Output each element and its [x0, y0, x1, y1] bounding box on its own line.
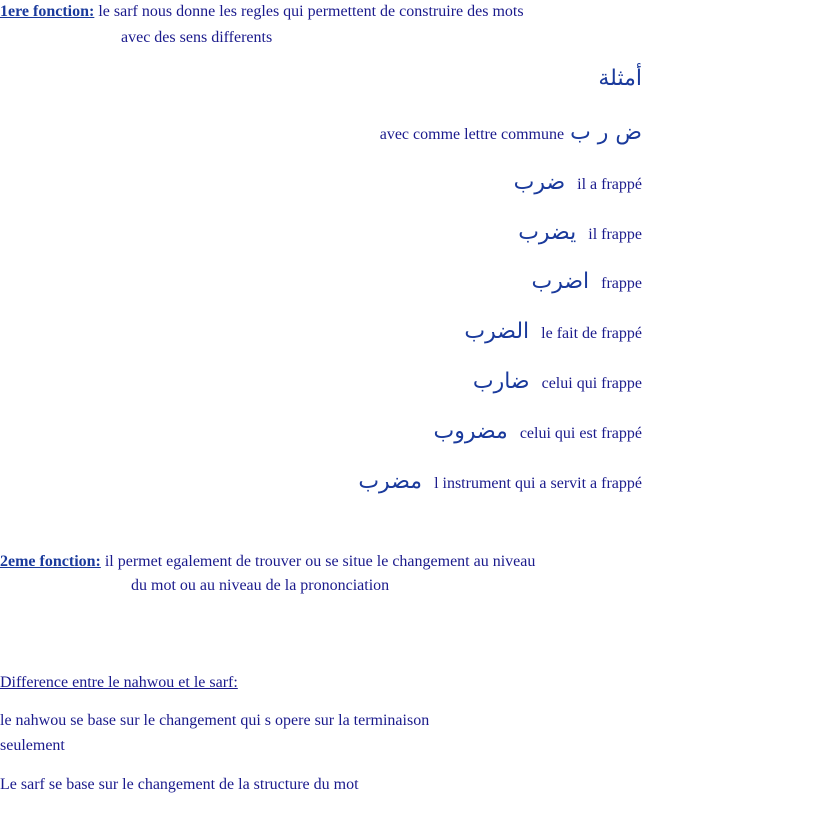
- example-arabic: مضرب: [358, 469, 423, 494]
- example-arabic: ضارب: [472, 369, 530, 394]
- example-french: il a frappé: [577, 176, 642, 193]
- sarf-line: Le sarf se base sur le changement de la structure du mot: [0, 776, 359, 793]
- example-row: [433, 419, 642, 444]
- common-letters-arabic: ض ر ب: [570, 120, 642, 145]
- section2-text-line2: du mot ou au niveau de la prononciation: [131, 577, 390, 594]
- example-row: [514, 170, 642, 195]
- section2-text-line1: il permet egalement de trouver ou se situe le changement au niveau: [104, 553, 536, 570]
- common-letters-text: avec comme lettre commune: [379, 126, 565, 143]
- example-row: [358, 469, 642, 494]
- common-letters-row: [380, 120, 642, 145]
- example-row: [473, 369, 642, 394]
- section1-line1: [0, 3, 524, 21]
- example-french: le fait de frappé: [541, 325, 642, 342]
- section1-text-line2: avec des sens differents: [121, 29, 273, 46]
- section1-text-line1: le sarf nous donne les regles qui permettent de construire des mots: [98, 3, 524, 20]
- example-arabic: يضرب: [518, 220, 577, 245]
- section2-line1: [0, 553, 535, 571]
- example-french: celui qui frappe: [541, 375, 642, 392]
- example-row: [464, 319, 642, 344]
- example-arabic: مضروب: [433, 419, 508, 444]
- example-french: frappe: [601, 275, 642, 292]
- section1-label: 1ere fonction:: [0, 3, 95, 20]
- nahwou-line1: le nahwou se base sur le changement qui s opere sur la terminaison: [0, 712, 430, 729]
- section2-label: 2eme fonction:: [0, 553, 101, 570]
- example-french: il frappe: [588, 226, 642, 243]
- difference-heading: Difference entre le nahwou et le sarf:: [0, 674, 238, 691]
- example-arabic: اضرب: [531, 269, 590, 294]
- example-french: l instrument qui a servit a frappé: [434, 475, 642, 492]
- example-arabic: ضرب: [513, 170, 566, 195]
- examples-heading: أمثلة: [598, 66, 642, 91]
- example-french: celui qui est frappé: [519, 425, 642, 442]
- example-row: [518, 220, 642, 245]
- example-row: [531, 269, 642, 294]
- example-arabic: الضرب: [464, 319, 530, 344]
- nahwou-line2: seulement: [0, 737, 65, 754]
